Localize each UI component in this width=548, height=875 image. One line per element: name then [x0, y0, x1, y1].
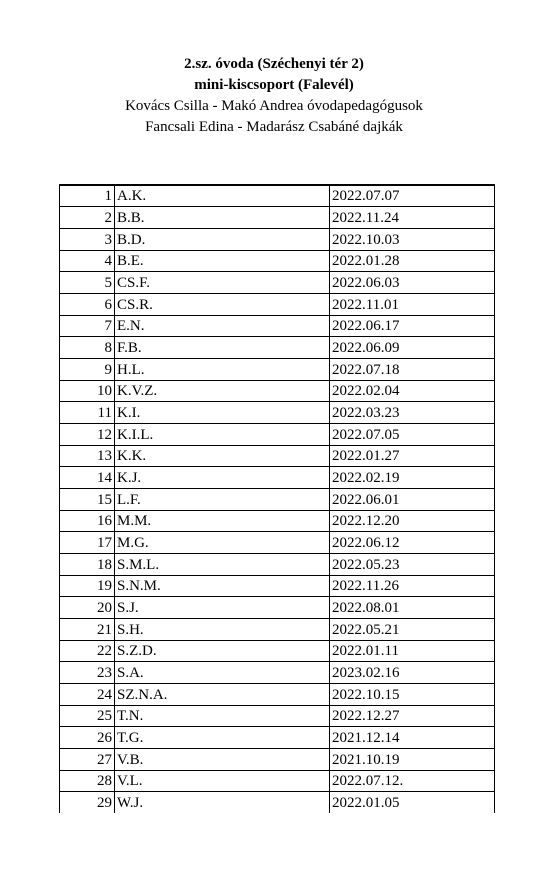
row-number-cell: 10 — [60, 380, 115, 402]
table-row — [60, 575, 495, 597]
teachers-line: Kovács Csilla - Makó Andrea óvodapedagógusok — [125, 98, 423, 114]
birth-date-cell: 2021.12.14 — [330, 727, 495, 749]
birth-date-cell: 2022.11.26 — [330, 575, 495, 597]
child-initials-cell: S.M.L. — [115, 553, 330, 575]
birth-date-cell: 2022.06.17 — [330, 315, 495, 337]
child-initials-cell: T.N. — [115, 705, 330, 727]
child-initials-cell: CS.R. — [115, 293, 330, 315]
child-initials-cell: K.V.Z. — [115, 380, 330, 402]
table-row — [60, 185, 495, 207]
child-initials-cell: V.B. — [115, 748, 330, 770]
table-row — [60, 532, 495, 554]
child-initials-cell: B.E. — [115, 250, 330, 272]
table-row — [60, 358, 495, 380]
child-initials-cell: K.K. — [115, 445, 330, 467]
table-row — [60, 337, 495, 359]
table-row — [60, 272, 495, 294]
table-row — [60, 748, 495, 770]
row-number-cell: 6 — [60, 293, 115, 315]
row-number-cell: 23 — [60, 662, 115, 684]
row-number-cell: 21 — [60, 618, 115, 640]
birth-date-cell: 2022.07.07 — [330, 185, 495, 207]
birth-date-cell: 2022.10.15 — [330, 683, 495, 705]
table-row — [60, 250, 495, 272]
table-row — [60, 380, 495, 402]
row-number-cell: 14 — [60, 467, 115, 489]
child-initials-cell: H.L. — [115, 358, 330, 380]
child-initials-cell: F.B. — [115, 337, 330, 359]
child-initials-cell: A.K. — [115, 185, 330, 207]
birth-date-cell: 2021.10.19 — [330, 748, 495, 770]
birth-date-cell: 2022.12.20 — [330, 510, 495, 532]
child-initials-cell: W.J. — [115, 792, 330, 814]
row-number-cell: 15 — [60, 488, 115, 510]
birth-date-cell: 2022.03.23 — [330, 402, 495, 424]
table-row — [60, 445, 495, 467]
birth-date-cell: 2022.01.28 — [330, 250, 495, 272]
child-initials-cell: S.A. — [115, 662, 330, 684]
birth-date-cell: 2022.02.04 — [330, 380, 495, 402]
birth-date-cell: 2022.12.27 — [330, 705, 495, 727]
row-number-cell: 12 — [60, 423, 115, 445]
table-row — [60, 315, 495, 337]
table-row — [60, 293, 495, 315]
table-row — [60, 488, 495, 510]
child-initials-cell: M.M. — [115, 510, 330, 532]
birth-date-cell: 2022.11.24 — [330, 207, 495, 229]
child-initials-cell: L.F. — [115, 488, 330, 510]
row-number-cell: 8 — [60, 337, 115, 359]
table-row — [60, 510, 495, 532]
table-row — [60, 207, 495, 229]
table-row — [60, 770, 495, 792]
child-initials-cell: B.B. — [115, 207, 330, 229]
table-row — [60, 597, 495, 619]
row-number-cell: 27 — [60, 748, 115, 770]
roster-body — [60, 185, 495, 813]
child-initials-cell: K.I.L. — [115, 423, 330, 445]
row-number-cell: 5 — [60, 272, 115, 294]
table-row — [60, 618, 495, 640]
birth-date-cell: 2022.06.12 — [330, 532, 495, 554]
child-initials-cell: B.D. — [115, 228, 330, 250]
child-initials-cell: S.N.M. — [115, 575, 330, 597]
row-number-cell: 11 — [60, 402, 115, 424]
table-row — [60, 727, 495, 749]
table-row — [60, 705, 495, 727]
table-row — [60, 402, 495, 424]
assistants-line: Fancsali Edina - Madarász Csabáné dajkák — [145, 119, 403, 135]
table-row — [60, 467, 495, 489]
birth-date-cell: 2022.10.03 — [330, 228, 495, 250]
child-initials-cell: SZ.N.A. — [115, 683, 330, 705]
row-number-cell: 13 — [60, 445, 115, 467]
row-number-cell: 26 — [60, 727, 115, 749]
kindergarten-title: 2.sz. óvoda (Széchenyi tér 2) — [184, 56, 364, 72]
row-number-cell: 19 — [60, 575, 115, 597]
child-initials-cell: M.G. — [115, 532, 330, 554]
children-roster-table — [59, 184, 495, 813]
birth-date-cell: 2022.02.19 — [330, 467, 495, 489]
child-initials-cell: T.G. — [115, 727, 330, 749]
birth-date-cell: 2022.01.27 — [330, 445, 495, 467]
child-initials-cell: S.Z.D. — [115, 640, 330, 662]
row-number-cell: 2 — [60, 207, 115, 229]
table-row — [60, 640, 495, 662]
birth-date-cell: 2022.08.01 — [330, 597, 495, 619]
birth-date-cell: 2022.05.21 — [330, 618, 495, 640]
birth-date-cell: 2022.11.01 — [330, 293, 495, 315]
table-row — [60, 423, 495, 445]
birth-date-cell: 2022.06.09 — [330, 337, 495, 359]
child-initials-cell: S.J. — [115, 597, 330, 619]
child-initials-cell: CS.F. — [115, 272, 330, 294]
birth-date-cell: 2022.07.05 — [330, 423, 495, 445]
birth-date-cell: 2022.07.18 — [330, 358, 495, 380]
row-number-cell: 4 — [60, 250, 115, 272]
row-number-cell: 22 — [60, 640, 115, 662]
document-header — [0, 54, 548, 138]
table-row — [60, 792, 495, 814]
row-number-cell: 3 — [60, 228, 115, 250]
birth-date-cell: 2022.06.03 — [330, 272, 495, 294]
row-number-cell: 28 — [60, 770, 115, 792]
row-number-cell: 25 — [60, 705, 115, 727]
row-number-cell: 17 — [60, 532, 115, 554]
row-number-cell: 1 — [60, 185, 115, 207]
birth-date-cell: 2022.06.01 — [330, 488, 495, 510]
child-initials-cell: S.H. — [115, 618, 330, 640]
group-name: mini-kiscsoport (Falevél) — [194, 77, 354, 93]
birth-date-cell: 2022.01.11 — [330, 640, 495, 662]
row-number-cell: 16 — [60, 510, 115, 532]
table-row — [60, 228, 495, 250]
birth-date-cell: 2022.01.05 — [330, 792, 495, 814]
birth-date-cell: 2022.07.12. — [330, 770, 495, 792]
row-number-cell: 18 — [60, 553, 115, 575]
birth-date-cell: 2022.05.23 — [330, 553, 495, 575]
table-row — [60, 683, 495, 705]
child-initials-cell: K.J. — [115, 467, 330, 489]
row-number-cell: 29 — [60, 792, 115, 814]
row-number-cell: 20 — [60, 597, 115, 619]
table-row — [60, 553, 495, 575]
child-initials-cell: E.N. — [115, 315, 330, 337]
table-row — [60, 662, 495, 684]
child-initials-cell: V.L. — [115, 770, 330, 792]
birth-date-cell: 2023.02.16 — [330, 662, 495, 684]
row-number-cell: 9 — [60, 358, 115, 380]
row-number-cell: 24 — [60, 683, 115, 705]
row-number-cell: 7 — [60, 315, 115, 337]
child-initials-cell: K.I. — [115, 402, 330, 424]
